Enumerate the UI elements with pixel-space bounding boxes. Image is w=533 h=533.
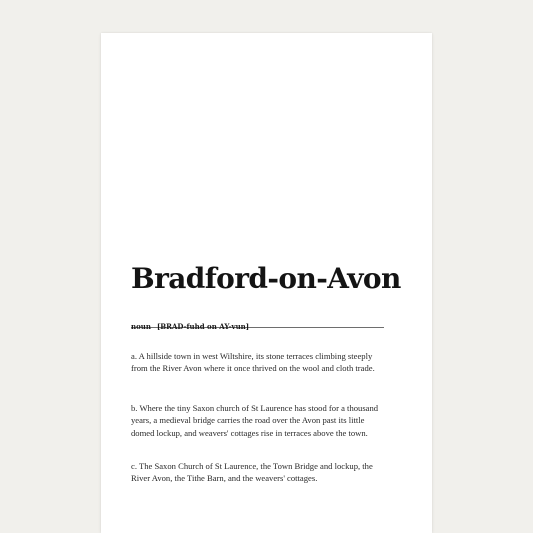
headword: Bradford-on-Avon	[131, 262, 401, 295]
part-of-speech: noun	[131, 322, 151, 331]
pronunciation-line	[131, 316, 384, 331]
definition-print	[101, 33, 432, 533]
definition-b: b. Where the tiny Saxon church of St Laurence has stood for a thousand years, a medieval bridge carries the road over the Avon past its little domed lockup, and weavers' cottages rise in terraces above the town.	[131, 403, 379, 438]
definition-a: a. A hillside town in west Wiltshire, its stone terraces climbing steeply from the River Avon where it once thrived on the wool and cloth trade.	[131, 351, 375, 374]
definition-c: c. The Saxon Church of St Laurence, the Town Bridge and lockup, the River Avon, the Tithe Barn, and the weavers' cottages.	[131, 461, 373, 484]
pronunciation: [BRAD-fuhd on AY-vun]	[156, 322, 250, 331]
